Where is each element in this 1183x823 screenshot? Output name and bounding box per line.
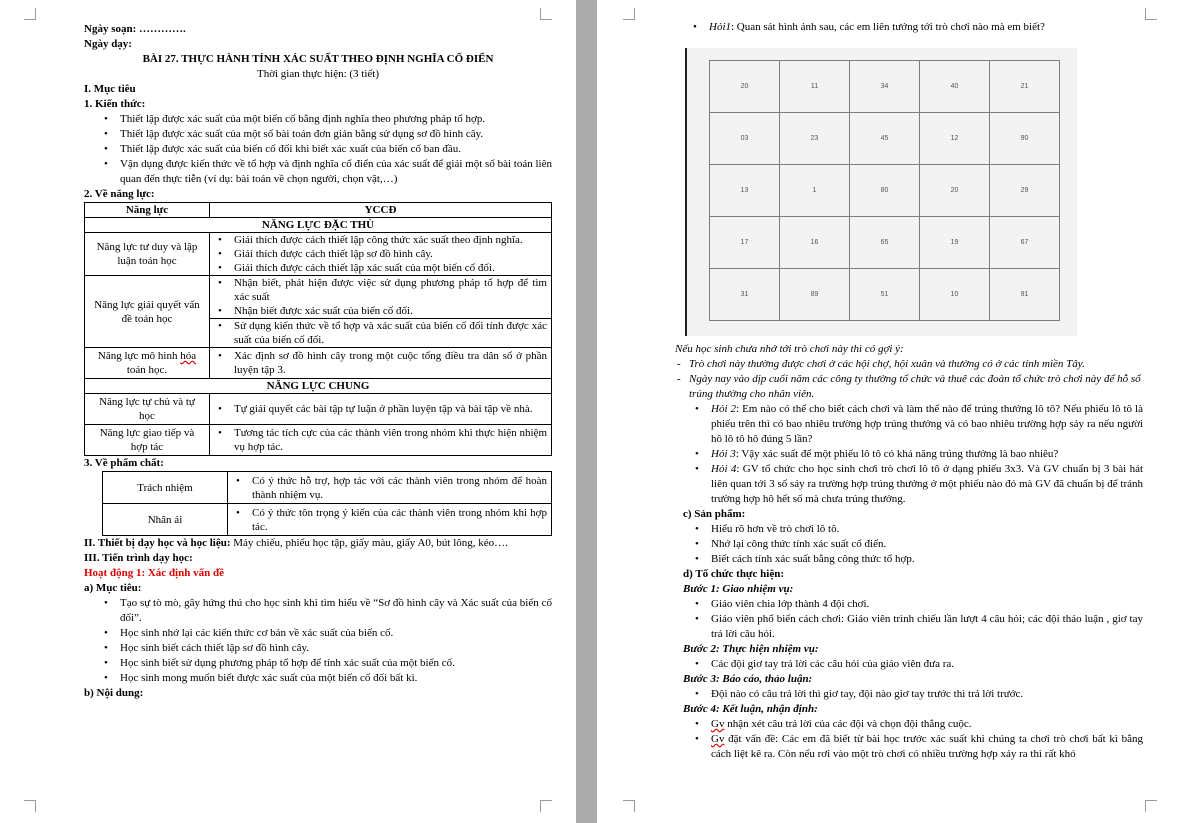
hint-intro: Nếu học sinh chưa nhớ tới trò chơi này thì có gợi ý:: [675, 343, 904, 355]
table-row: [85, 394, 552, 425]
section-objectives: I. Mục tiêu: [84, 83, 136, 95]
list-item: • Nhận biết được xác suất của biến cố đối.: [210, 304, 551, 318]
heading-goal: a) Mục tiêu:: [84, 582, 142, 594]
crop-mark: [540, 8, 552, 20]
quality-name: Trách nhiệm: [103, 472, 228, 504]
list-item: • Tạo sự tò mò, gây hứng thú cho học sinh khi tìm hiểu về “Sơ đồ hình cây và Xác suất của biến cố đối”.: [84, 596, 552, 626]
equipment-line: II. Thiết bị dạy học và học liệu: Máy chiếu, phiếu học tập, giấy màu, giấy A0, bút lông, kéo….: [84, 537, 508, 549]
competency-table: [84, 202, 552, 456]
list-item: • Xác định sơ đồ hình cây trong một cuộc tổng điều tra dân số ở phần luyện tập 3.: [210, 349, 551, 377]
loto-cell: 10: [920, 269, 990, 321]
list-item: • Có ý thức hỗ trợ, hợp tác với các thành viên trong nhóm để hoàn thành nhiệm vụ.: [228, 474, 551, 502]
list-item: • Hỏi 2: Em nào có thể cho biết cách chơi và làm thế nào để trúng thưởng lô tô? Nếu phiếu lô tô là phiếu trên thì có bao nhiêu trường hợp trúng thưởng và có bao nhiêu trường hợp sảy ra nếu người hô lô tô hô đúng 5 lần?: [675, 402, 1143, 447]
list-item: • Tự giải quyết các bài tập tự luận ở phần luyện tập và bài tập về nhà.: [210, 402, 551, 416]
loto-cell: 19: [920, 217, 990, 269]
lesson-title: BÀI 27. THỰC HÀNH TÍNH XÁC SUẤT THEO ĐỊNH NGHĨA CỔ ĐIỂN: [142, 53, 494, 65]
list-item: • Hỏi1: Quan sát hình ảnh sau, các em liên tưởng tới trò chơi nào mà em biết?: [673, 20, 1143, 35]
step-4-title: Bước 4: Kết luận, nhận định:: [683, 703, 818, 715]
table-row: [85, 276, 552, 348]
competency-name: Năng lực tư duy và lập luận toán học: [85, 233, 210, 276]
table-header: Năng lực: [85, 203, 210, 218]
loto-cell: 23: [780, 113, 850, 165]
loto-cell: 1: [780, 165, 850, 217]
loto-ticket-image: [685, 48, 1077, 336]
list-item: • Học sinh biết cách thiết lập sơ đồ hình cây.: [84, 641, 552, 656]
list-item: • Nhận biết, phát hiện được việc sử dụng phương pháp tổ hợp để tìm xác suất: [210, 276, 551, 304]
loto-cell: 65: [850, 217, 920, 269]
list-item: • Thiết lập được xác suất của một biến cố bằng định nghĩa theo phương pháp tổ hợp.: [84, 112, 552, 127]
list-item: • Thiết lập được xác suất của biến cố đối khi biết xác xuất của biến cố ban đầu.: [84, 142, 552, 157]
date-prepared: Ngày soạn: ………….: [84, 23, 186, 35]
qualities-table: [102, 471, 552, 536]
page-gap: [576, 0, 597, 823]
step-4-list: [675, 717, 1143, 762]
loto-cell: 89: [780, 269, 850, 321]
list-item: • Sử dụng kiến thức về tổ hợp và xác suất của biến cố đối tính được xác suất của biến cố đối.: [210, 319, 551, 347]
loto-cell: 45: [850, 113, 920, 165]
list-item: • Học sinh mong muốn biết được xác suất của một biến cố đối bất kì.: [84, 671, 552, 686]
loto-grid: [709, 60, 1060, 321]
loto-cell: 34: [850, 61, 920, 113]
loto-cell: 11: [780, 61, 850, 113]
crop-mark: [24, 8, 36, 20]
loto-cell: 12: [920, 113, 990, 165]
competency-name: Năng lực tự chủ và tự học: [85, 394, 210, 425]
loto-cell: 31: [710, 269, 780, 321]
document-page-left: [0, 0, 576, 823]
table-row: [85, 348, 552, 379]
page-body[interactable]: [675, 20, 1143, 762]
crop-mark: [623, 800, 635, 812]
heading-qualities: 3. Về phẩm chất:: [84, 457, 164, 469]
list-item: • Các đội giơ tay trả lời các câu hỏi của giáo viên đưa ra.: [675, 657, 1143, 672]
list-item: • Thiết lập được xác suất của một số bài toán đơn giản bằng sử dụng sơ đồ hình cây.: [84, 127, 552, 142]
page-body[interactable]: [84, 22, 552, 701]
loto-cell: 21: [990, 61, 1060, 113]
list-item: - Trò chơi này thường được chơi ở các hội chợ, hội xuân và thường có ở các tỉnh miền Tây.: [675, 357, 1143, 372]
step-1-list: [675, 597, 1143, 642]
question-1: [673, 20, 1143, 35]
list-item: • Gv nhận xét câu trả lời của các đội và chọn đội thắng cuộc.: [675, 717, 1143, 732]
list-item: • Giáo viên chia lớp thành 4 đội chơi.: [675, 597, 1143, 612]
section-process: III. Tiến trình dạy học:: [84, 552, 193, 564]
table-group-header: NĂNG LỰC ĐẶC THÙ: [85, 218, 552, 233]
table-header: YCCĐ: [210, 203, 552, 218]
table-row: [103, 472, 552, 504]
competency-name: Năng lực giải quyết vấn đề toán học: [85, 276, 210, 348]
loto-cell: 40: [920, 61, 990, 113]
competency-name: Năng lực mô hình hóa toán học.: [85, 348, 210, 379]
loto-grid-row: [710, 217, 1060, 269]
table-row: [85, 425, 552, 456]
loto-grid-row: [710, 113, 1060, 165]
list-item: • Hỏi 3: Vậy xác suất để một phiếu lô tô có khả năng trúng thưởng là bao nhiêu?: [675, 447, 1143, 462]
goal-list: [84, 596, 552, 686]
loto-cell: 16: [780, 217, 850, 269]
list-item: • Tương tác tích cực của các thành viên trong nhóm khi thực hiện nhiệm vụ hợp tác.: [210, 426, 551, 454]
question-list: [675, 402, 1143, 507]
crop-mark: [1145, 800, 1157, 812]
crop-mark: [540, 800, 552, 812]
loto-cell: 03: [710, 113, 780, 165]
loto-cell: 17: [710, 217, 780, 269]
heading-competency: 2. Về năng lực:: [84, 188, 155, 200]
heading-knowledge: 1. Kiến thức:: [84, 98, 146, 110]
hint-list: [675, 357, 1143, 402]
list-item: • Giáo viên phổ biến cách chơi: Giáo viên trình chiếu lần lượt 4 câu hỏi; các đội thảo luận , giơ tay trả lời câu hỏi.: [675, 612, 1143, 642]
list-item: • Giải thích được cách thiết lập xác suất của một biến cố đối.: [210, 261, 551, 275]
step-1-title: Bước 1: Giao nhiệm vụ:: [683, 583, 794, 595]
loto-grid-row: [710, 61, 1060, 113]
crop-mark: [1145, 8, 1157, 20]
loto-cell: 80: [850, 165, 920, 217]
step-2-title: Bước 2: Thực hiện nhiệm vụ:: [683, 643, 819, 655]
list-item: • Gv đặt vấn đề: Các em đã biết từ bài học trước xác suất khi chúng ta chơi trò chơi bất kì bằng cách liệt kê ra. Còn nếu rơi vào một trò chơi có nhiều trường hợp xảy ra thì rất khó: [675, 732, 1143, 762]
lesson-duration: Thời gian thực hiện: (3 tiết): [256, 68, 380, 80]
loto-grid-row: [710, 269, 1060, 321]
heading-organize: d) Tổ chức thực hiện:: [683, 568, 785, 580]
list-item: • Biết cách tính xác suất bằng công thức tổ hợp.: [675, 552, 1143, 567]
table-group-header: NĂNG LỰC CHUNG: [85, 379, 552, 394]
list-item: • Vận dụng được kiến thức về tổ hợp và định nghĩa cổ điển của xác suất để giải một số bài toán liên quan đến thực tiễn (ví dụ: bài toán về chọn người, chọn vật,…): [84, 157, 552, 187]
loto-cell: 67: [990, 217, 1060, 269]
loto-cell: 13: [710, 165, 780, 217]
quality-name: Nhân ái: [103, 504, 228, 536]
loto-cell: 90: [990, 113, 1060, 165]
crop-mark: [24, 800, 36, 812]
crop-mark: [623, 8, 635, 20]
loto-cell: 20: [920, 165, 990, 217]
step-2-list: [675, 657, 1143, 672]
loto-grid-row: [710, 165, 1060, 217]
product-list: [675, 522, 1143, 567]
loto-cell: 20: [710, 61, 780, 113]
loto-cell: 51: [850, 269, 920, 321]
heading-content: b) Nội dung:: [84, 687, 144, 699]
loto-cell: 29: [990, 165, 1060, 217]
step-3-title: Bước 3: Báo cáo, thảo luận:: [683, 673, 813, 685]
list-item: • Giải thích được cách thiết lập sơ đồ hình cây.: [210, 247, 551, 261]
table-row: [85, 233, 552, 276]
list-item: • Hiểu rõ hơn về trò chơi lô tô.: [675, 522, 1143, 537]
table-row: [103, 504, 552, 536]
list-item: • Học sinh nhớ lại các kiến thức cơ bản về xác suất của biến cố.: [84, 626, 552, 641]
knowledge-list: [84, 112, 552, 187]
competency-name: Năng lực giao tiếp và hợp tác: [85, 425, 210, 456]
document-page-right: [597, 0, 1183, 823]
list-item: • Giải thích được cách thiết lập công thức xác suất theo định nghĩa.: [210, 233, 551, 247]
step-3-list: [675, 687, 1143, 702]
loto-cell: 91: [990, 269, 1060, 321]
heading-product: c) Sản phẩm:: [683, 508, 746, 520]
list-item: • Học sinh biết sử dụng phương pháp tổ hợp để tính xác suất của một biến cố.: [84, 656, 552, 671]
list-item: • Nhớ lại công thức tính xác suất cổ điển.: [675, 537, 1143, 552]
list-item: • Đội nào có câu trả lời thì giơ tay, đội nào giơ tay trước thì trả lời trước.: [675, 687, 1143, 702]
list-item: • Hỏi 4: GV tổ chức cho học sinh chơi trò chơi lô tô ở dạng phiếu 3x3. Và GV chuẩn bị 3 bài hát liên quan tới 3 số sảy ra trường hợp trúng thưởng ở một phiếu nào đó mà GV đã chuẩn bị để tránh trường hợp hô hết số mà chưa trúng thưởng.: [675, 462, 1143, 507]
activity-1-title: Hoạt động 1: Xác định vấn đề: [84, 567, 224, 579]
date-taught: Ngày dạy:: [84, 38, 132, 50]
list-item: • Có ý thức tôn trọng ý kiến của các thành viên trong nhóm khi hợp tác.: [228, 506, 551, 534]
list-item: - Ngày nay vào dịp cuối năm các công ty thường tổ chức và thuê các đoàn tổ chức trò chơi này để hỗ sổ trúng thưởng cho nhân viên.: [675, 372, 1143, 402]
